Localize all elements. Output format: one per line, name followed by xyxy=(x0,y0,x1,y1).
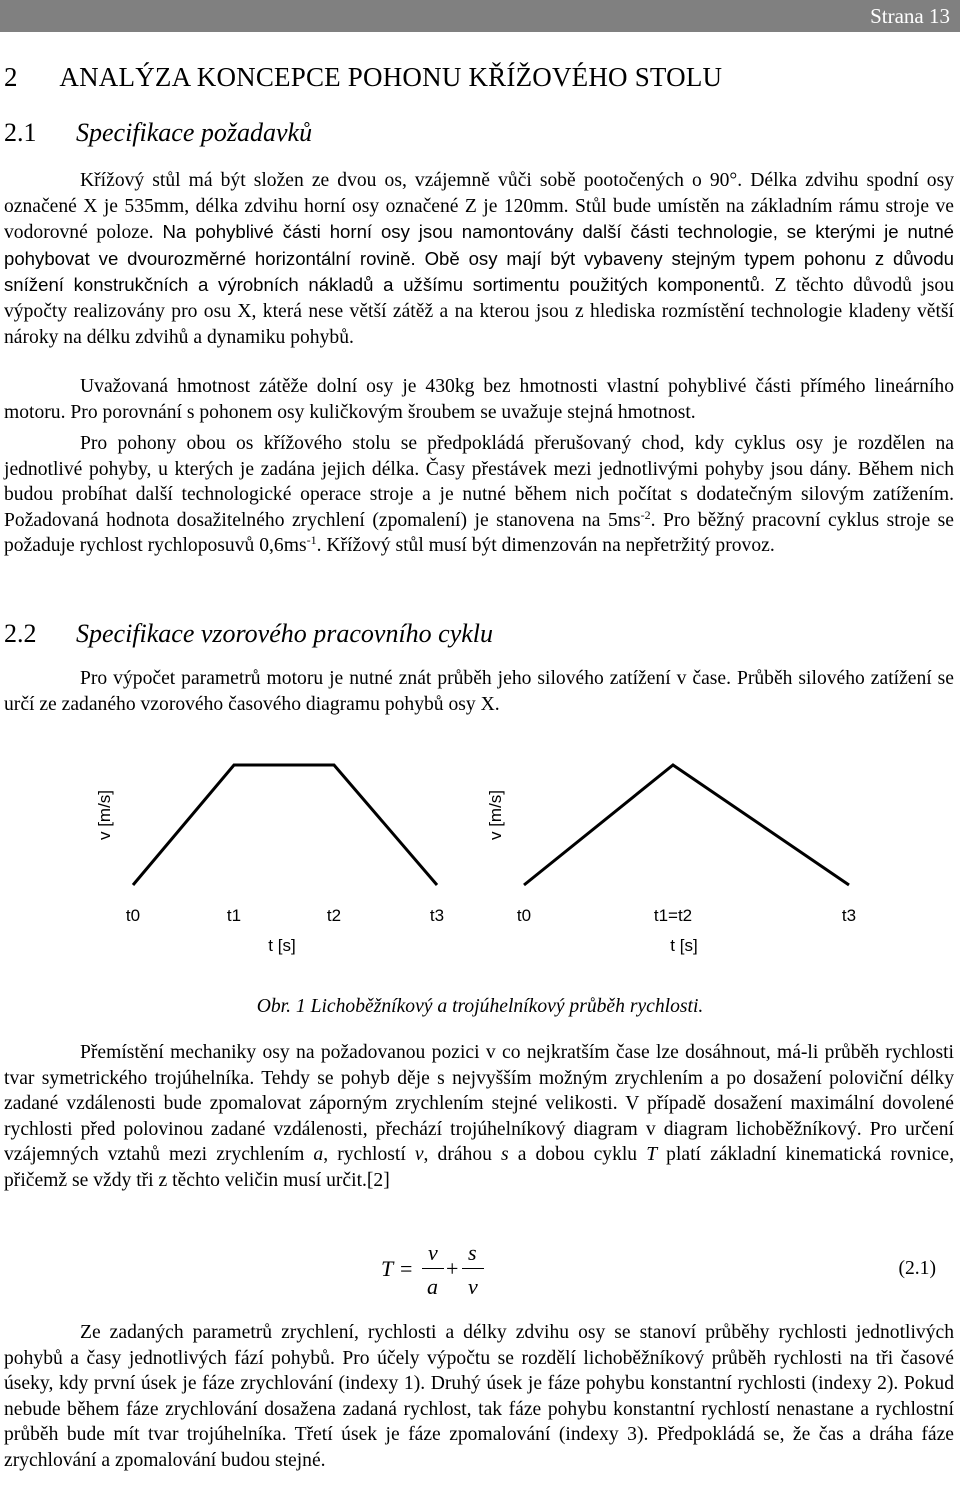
equation-numerator-1: v xyxy=(428,1240,438,1265)
paragraph-5-part-d: a dobou cyklu xyxy=(508,1144,647,1166)
equation-equals: = xyxy=(400,1256,413,1281)
subsection-number: 2.2 xyxy=(4,619,37,648)
triangle-chart xyxy=(486,765,856,955)
symbol-s: s xyxy=(501,1144,509,1166)
paragraph-6: Ze zadaných parametrů zrychlení, rychlosti a délky zdvihu osy se stanoví průběhy rychlosti jednotlivých pohybů a časy jednotlivých fází pohybů. Pro účely výpočtu se rozdělí lichoběžníkový průběh rychlosti na tři časové úseky, kdy první úsek je fáze zrychlování (indexy 1). Druhý úsek je fáze pohybu konstantní rychlosti (indexy 2). Pokud nebude během fáze zrychlování dosažena zadaná rychlost, tak fáze pohybu konstantní rychlostí nenastane a rychlostní průběh bude mít tvar trojúhelníka. Třetí úsek je fáze zpomalování (indexy 3). Předpokládá se, že čas a dráha fáze zrychlování a zpomalování budou stejné. xyxy=(4,1322,954,1471)
subsection-heading-2-1 xyxy=(4,118,312,148)
paragraph-4: Pro výpočet parametrů motoru je nutné znát průběh jeho silového zatížení v čase. Průběh silového zatížení se určí ze zadaného vzorového časového diagramu pohybů osy X. xyxy=(4,668,954,715)
section-title: ANALÝZA KONCEPCE POHONU KŘÍŽOVÉHO STOLU xyxy=(59,62,723,92)
paragraph-3-part-a: Pro pohony obou os křížového stolu se předpokládá přerušovaný chod, kdy cyklus osy je rozdělen na jednotlivé pohyby, u kterých je zadána jejich délka. Časy přestávek mezi jednotlivými pohyby jsou dány. Během nich budou probíhat další technologické operace stroje a je nutné během nich počítat s dodatečným silovým zatížením. Požadovaná hodnota dosažitelného zrychlení (zpomalení) je stanovena na 5ms xyxy=(4,433,954,531)
triangle-tick-label: t0 xyxy=(516,906,532,925)
triangle-ylabel: v [m/s] xyxy=(486,789,505,841)
paragraph-2: Uvažovaná hmotnost zátěže dolní osy je 430kg bez hmotnosti vlastní pohyblivé části přímého lineárního motoru. Pro porovnání s pohonem osy kuličkovým šroubem se uvažuje stejná hmotnost. xyxy=(4,376,954,423)
section-heading xyxy=(4,62,722,93)
velocity-exponent: -1 xyxy=(306,533,317,548)
paragraph-5-part-c: , dráhou xyxy=(423,1144,502,1166)
equation-denominator-2: v xyxy=(468,1274,478,1299)
subsection-heading-2-2 xyxy=(4,619,493,649)
trapezoid-tick-label: t1 xyxy=(226,906,242,925)
trapezoid-tick-label: t3 xyxy=(429,906,445,925)
paragraph-1-part-a: Křížový stůl má být složen ze dvou os, vzájemně vůči sobě pootočených o 90°. Délka zdvihu spodní osy označené X je 535mm, délka zdvihu horní osy označené Z je 120mm. Stůl bude umístěn na základním rámu stroje ve vodorovné poloze. xyxy=(4,170,954,244)
paragraph-5-part-a: Přemístění mechaniky osy na požadovanou pozici v co nejkratším čase lze dosáhnout, má-li průběh rychlosti tvar symetrického trojúhelníka. Tehdy se pohyb děje s nejvyšším možným zrychlením a po dosažení poloviční délky zadané vzdálenosti bude zpomalovat záporným zrychlením stejné velikosti. V případě dosažení maximální dovolené rychlosti před polovinou zadané vzdálenosti, přechází trojúhelníkový diagram v diagram lichoběžníkový. Pro určení vzájemných vztahů mezi zrychlením xyxy=(4,1042,954,1166)
equation-denominator-1: a xyxy=(427,1274,438,1299)
subsection-number: 2.1 xyxy=(4,118,37,147)
velocity-diagrams-figure xyxy=(0,735,960,975)
paragraph-1 xyxy=(4,168,954,350)
paragraph-5 xyxy=(4,1040,954,1194)
page-number: Strana 13 xyxy=(870,4,950,28)
symbol-a: a xyxy=(313,1144,324,1166)
subsection-title: Specifikace požadavků xyxy=(76,118,313,147)
equation-plus: + xyxy=(446,1256,459,1281)
paragraph-3 xyxy=(4,431,954,559)
trapezoid-tick-label: t2 xyxy=(326,906,342,925)
page-header-bar xyxy=(0,0,960,32)
symbol-T: T xyxy=(646,1144,658,1166)
paragraph-5-part-b: , rychlostí xyxy=(323,1144,415,1166)
trapezoid-velocity-line xyxy=(133,765,437,885)
fraction-bar-2 xyxy=(462,1268,484,1269)
paragraph-3-part-b: . Pro běžný pracovní cyklus stroje se požaduje rychlost rychloposuvů 0,6ms xyxy=(4,509,954,557)
trapezoid-chart xyxy=(95,765,444,955)
paragraph-1-part-c: Z těchto důvodů jsou výpočty realizovány pro osu X, která nese větší zátěž a na kterou jsou z hlediska rozmístění technologie kladeny větší nároky na délku zdvihů a dynamiku pohybů. xyxy=(4,275,954,348)
triangle-xlabel: t [s] xyxy=(670,936,698,955)
triangle-tick-label: t1=t2 xyxy=(653,906,693,925)
trapezoid-xlabel: t [s] xyxy=(268,936,296,955)
triangle-velocity-line xyxy=(524,765,849,885)
fraction-bar-1 xyxy=(422,1268,444,1269)
figure-caption: Obr. 1 Lichoběžníkový a trojúhelníkový průběh rychlosti. xyxy=(256,996,704,1017)
equation-number: (2.1) xyxy=(898,1258,936,1279)
equation-lhs: T xyxy=(381,1256,394,1281)
paragraph-3-part-c: . Křížový stůl musí být dimenzován na nepřetržitý provoz. xyxy=(316,535,775,557)
trapezoid-tick-label: t0 xyxy=(125,906,141,925)
subsection-title: Specifikace vzorového pracovního cyklu xyxy=(76,619,494,648)
equation-numerator-2: s xyxy=(468,1240,477,1265)
paragraph-1-part-b: Na pohyblivé části horní osy jsou namontovány další části technologie, se kterými je nutné pohybovat ve dvourozměrné horizontální rovině. Obě osy mají být vybaveny stejným typem pohonu z důvodu snížení konstrukčních a výrobních nákladů a užšímu sortimentu použitých komponentů. xyxy=(4,221,955,296)
triangle-tick-label: t3 xyxy=(841,906,857,925)
trapezoid-ylabel: v [m/s] xyxy=(95,789,114,841)
symbol-v: v xyxy=(414,1144,424,1166)
paragraph-5-part-e: platí základní kinematická rovnice, přičemž se vždy tři z těchto veličin musí určit.[2] xyxy=(4,1144,954,1191)
acceleration-exponent: -2 xyxy=(640,507,651,522)
section-number: 2 xyxy=(4,62,18,92)
